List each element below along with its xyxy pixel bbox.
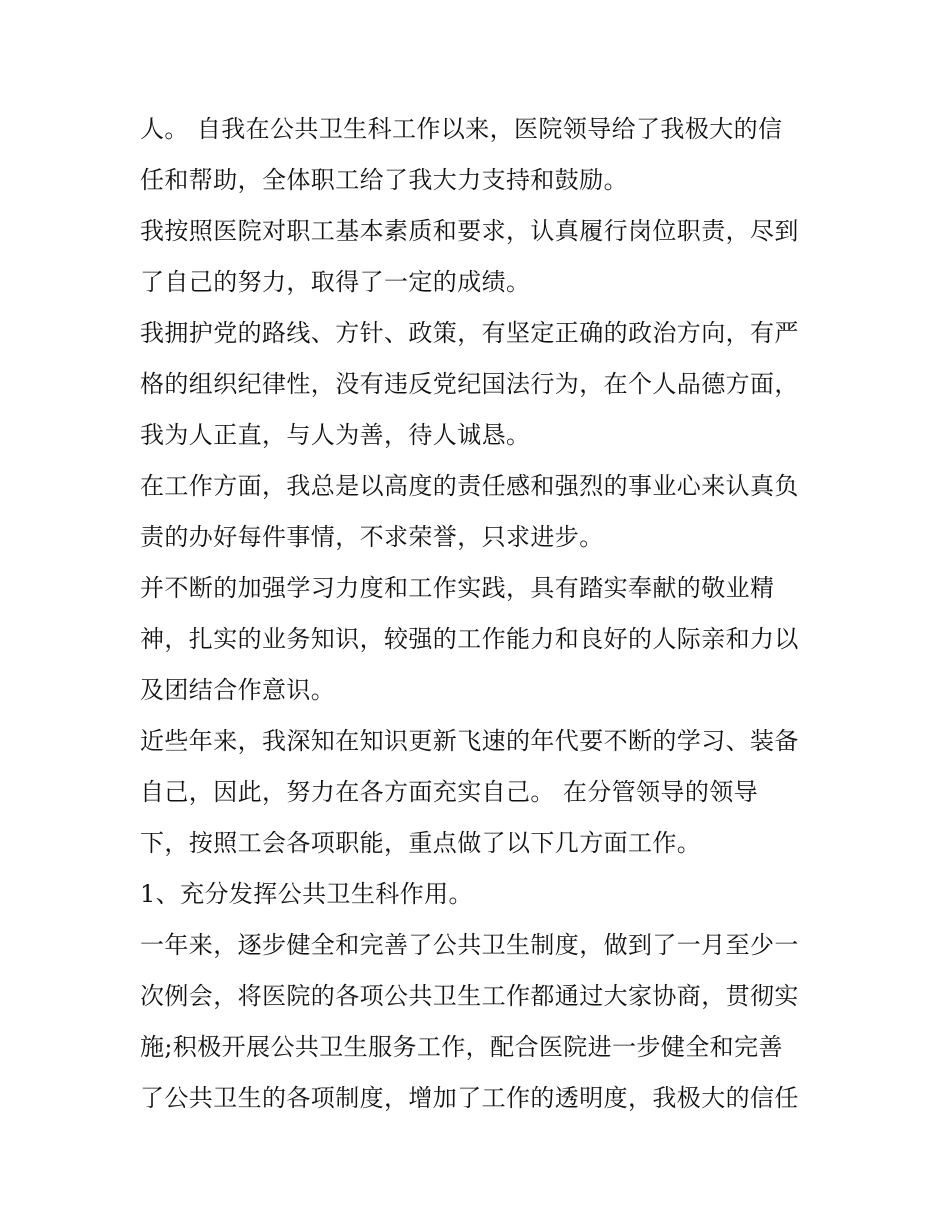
text-line: 了自己的努力，取得了一定的成绩。 bbox=[140, 268, 531, 296]
text-line: 在工作方面，我总是以高度的责任感和强烈的事业心来认真负 bbox=[140, 472, 799, 500]
document-body bbox=[140, 104, 820, 1124]
text-line: 施;积极开展公共卫生服务工作，配合医院进一步健全和完善 bbox=[140, 1033, 783, 1061]
text-line: 自己，因此，努力在各方面充实自己。 在分管领导的领导 bbox=[140, 778, 759, 806]
text-line: 下，按照工会各项职能，重点做了以下几方面工作。 bbox=[140, 829, 702, 857]
text-line: 我为人正直，与人为善，待人诚恳。 bbox=[140, 421, 531, 449]
text-line: 近些年来，我深知在知识更新飞速的年代要不断的学习、装备 bbox=[140, 727, 799, 755]
text-line: 人。 自我在公共卫生科工作以来，医院领导给了我极大的信 bbox=[140, 115, 783, 143]
text-line: 神，扎实的业务知识，较强的工作能力和良好的人际亲和力以 bbox=[140, 625, 799, 653]
text-line: 格的组织纪律性，没有违反党纪国法行为，在个人品德方面， bbox=[140, 370, 799, 398]
text-line: 我按照医院对职工基本素质和要求，认真履行岗位职责，尽到 bbox=[140, 217, 799, 245]
text-line: 次例会，将医院的各项公共卫生工作都通过大家协商，贯彻实 bbox=[140, 982, 799, 1010]
text-line: 并不断的加强学习力度和工作实践，具有踏实奉献的敬业精 bbox=[140, 574, 775, 602]
text-line: 了公共卫生的各项制度，增加了工作的透明度，我极大的信任 bbox=[140, 1084, 799, 1112]
text-line: 责的办好每件事情，不求荣誉，只求进步。 bbox=[140, 523, 604, 551]
text-line: 一年来，逐步健全和完善了公共卫生制度，做到了一月至少一 bbox=[140, 931, 799, 959]
text-line: 1、充分发挥公共卫生科作用。 bbox=[140, 880, 473, 908]
text-line: 及团结合作意识。 bbox=[140, 676, 336, 704]
text-line: 我拥护党的路线、方针、政策，有坚定正确的政治方向，有严 bbox=[140, 319, 799, 347]
text-line: 任和帮助，全体职工给了我大力支持和鼓励。 bbox=[140, 166, 628, 194]
